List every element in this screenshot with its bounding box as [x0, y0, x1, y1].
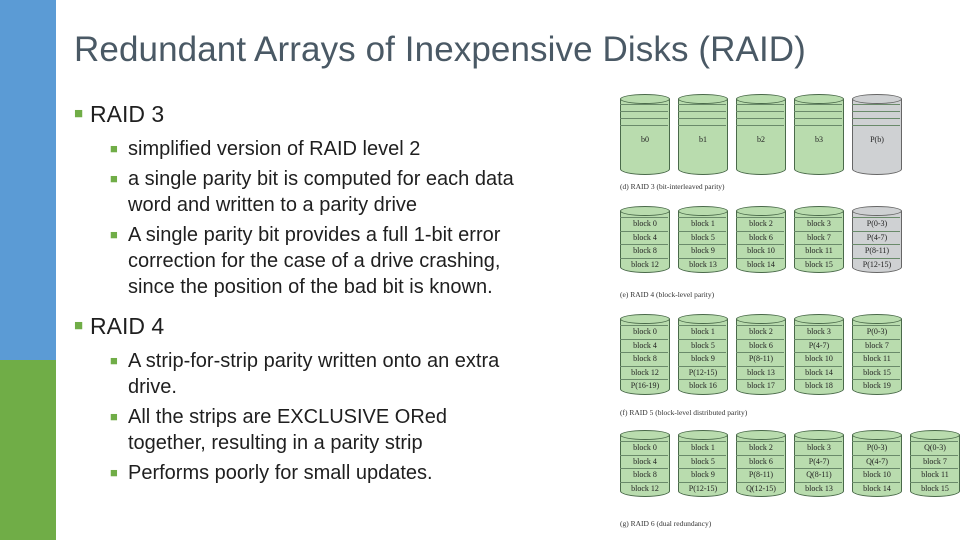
sub-bullet-text: correction for the case of a drive crashing, — [128, 250, 501, 272]
data-disk — [794, 430, 844, 497]
disk-stripe — [852, 379, 900, 380]
disk-cell: block 2 — [749, 327, 773, 336]
disk-stripe — [794, 325, 842, 326]
bullet-marker-icon: ■ — [110, 141, 118, 156]
bullet-raid3 — [74, 100, 594, 128]
disk-stripe — [736, 111, 784, 112]
disk-stripe — [736, 482, 784, 483]
disk-cell: P(12-15) — [862, 259, 892, 269]
disk-cell: block 10 — [805, 354, 833, 363]
disk-cell: block 8 — [633, 470, 657, 479]
sub-bullet — [110, 460, 594, 486]
disk-cell: block 7 — [923, 456, 947, 466]
bullet-marker-icon: ■ — [110, 227, 118, 242]
sub-bullet-text: a single parity bit is computed for each data — [128, 168, 514, 190]
disk-cell: block 5 — [691, 456, 715, 466]
raid5-caption: (f) RAID 5 (block-level distributed parity) — [620, 408, 748, 417]
disk-stripe — [736, 366, 784, 367]
disk-cell: Q(12-15) — [746, 483, 776, 493]
parity-disk — [852, 94, 902, 175]
sub-bullet-text: word and written to a parity drive — [128, 194, 418, 216]
disk-cell: block 2 — [749, 443, 773, 452]
sub-bullet — [110, 222, 594, 300]
disk-cell: block 14 — [805, 367, 833, 377]
disk-cell: block 3 — [807, 219, 831, 228]
disk-stripe — [852, 482, 900, 483]
disk-stripe — [736, 325, 784, 326]
data-disk — [852, 430, 902, 497]
disk-label: b0 — [641, 135, 649, 144]
data-disk — [620, 94, 670, 175]
disk-stripe — [794, 231, 842, 232]
disk-cell: block 15 — [863, 367, 891, 377]
sub-bullet — [110, 348, 594, 400]
disk-stripe — [736, 104, 784, 105]
disk-cell: block 9 — [691, 246, 715, 255]
disk-stripe — [678, 325, 726, 326]
disk-cell: block 16 — [689, 381, 717, 390]
disk-cell: P(4-7) — [808, 456, 830, 466]
disk-cell: block 11 — [805, 246, 833, 255]
disk-stripe — [620, 352, 668, 353]
disk-cell: block 18 — [805, 381, 833, 390]
data-disk — [794, 94, 844, 175]
disk-stripe — [794, 339, 842, 340]
disk-stripe — [794, 244, 842, 245]
bullet-raid4-label: RAID 4 — [90, 313, 165, 339]
disk-stripe — [620, 217, 668, 218]
disk-stripe — [852, 104, 900, 105]
data-disk — [910, 430, 960, 497]
bullet-marker-icon: ■ — [110, 465, 118, 480]
disk-stripe — [678, 468, 726, 469]
disk-cell: block 4 — [633, 340, 657, 350]
disk-cell: P(0-3) — [866, 443, 888, 452]
disk-stripe — [620, 325, 668, 326]
sub-bullet-text: Performs poorly for small updates. — [128, 462, 433, 484]
bullet-list — [74, 100, 594, 486]
slide-title: Redundant Arrays of Inexpensive Disks (RAID) — [74, 30, 806, 69]
disk-stripe — [620, 118, 668, 119]
disk-cell: block 12 — [631, 483, 659, 493]
disk-cell: block 1 — [691, 327, 715, 336]
disk-label: b1 — [699, 135, 707, 144]
disk-stripe — [620, 125, 668, 126]
disk-stripe — [852, 217, 900, 218]
disk-stripe — [794, 379, 842, 380]
disk-stripe — [794, 366, 842, 367]
disk-stripe — [620, 468, 668, 469]
disk-stripe — [736, 352, 784, 353]
disk-cell: Q(4-7) — [866, 456, 888, 466]
disk-cell: block 12 — [631, 367, 659, 377]
disk-label: b2 — [757, 135, 765, 144]
disk-stripe — [794, 104, 842, 105]
disk-stripe — [678, 441, 726, 442]
disk-cell: block 4 — [633, 456, 657, 466]
disk-cell: block 12 — [631, 259, 659, 269]
disk-cell: P(8-11) — [748, 470, 774, 479]
disk-stripe — [678, 352, 726, 353]
data-disk — [794, 206, 844, 273]
data-disk — [736, 430, 786, 497]
sub-bullet — [110, 136, 594, 162]
disk-stripe — [794, 482, 842, 483]
disk-stripe — [620, 231, 668, 232]
disk-cell: block 13 — [689, 259, 717, 269]
disk-stripe — [678, 455, 726, 456]
data-disk — [620, 314, 670, 395]
disk-stripe — [620, 244, 668, 245]
sub-bullet-text: A strip-for-strip parity written onto an extra — [128, 350, 500, 372]
disk-stripe — [852, 231, 900, 232]
disk-cell: block 15 — [921, 483, 949, 493]
disk-stripe — [620, 379, 668, 380]
disk-stripe — [794, 125, 842, 126]
disk-stripe — [794, 258, 842, 259]
bullet-marker-icon: ■ — [110, 171, 118, 186]
disk-stripe — [620, 339, 668, 340]
disk-stripe — [620, 258, 668, 259]
data-disk — [620, 206, 670, 273]
disk-cell: block 1 — [691, 219, 715, 228]
bullet-raid4 — [74, 312, 594, 340]
data-disk — [678, 94, 728, 175]
disk-stripe — [736, 441, 784, 442]
disk-stripe — [794, 455, 842, 456]
disk-stripe — [736, 231, 784, 232]
disk-cell: P(12-15) — [688, 367, 718, 377]
data-disk — [678, 430, 728, 497]
data-disk — [736, 94, 786, 175]
disk-stripe — [852, 111, 900, 112]
parity-disk — [852, 206, 902, 273]
disk-stripe — [620, 441, 668, 442]
disk-stripe — [794, 217, 842, 218]
disk-stripe — [678, 379, 726, 380]
disk-stripe — [736, 118, 784, 119]
disk-cell: block 3 — [807, 327, 831, 336]
disk-stripe — [852, 258, 900, 259]
disk-cell: Q(0-3) — [924, 443, 946, 452]
data-disk — [678, 206, 728, 273]
disk-stripe — [794, 118, 842, 119]
disk-stripe — [852, 441, 900, 442]
disk-cell: block 0 — [633, 219, 657, 228]
disk-cell: block 7 — [807, 232, 831, 242]
disk-cell: block 9 — [691, 354, 715, 363]
sub-bullet-text: A single parity bit provides a full 1-bit error — [128, 224, 501, 246]
sub-bullet-text: since the position of the bad bit is known. — [128, 276, 493, 298]
bullet-marker-icon: ■ — [74, 105, 84, 122]
disk-stripe — [736, 455, 784, 456]
disk-stripe — [620, 104, 668, 105]
disk-cell: block 14 — [747, 259, 775, 269]
data-disk — [678, 314, 728, 395]
disk-stripe — [910, 482, 958, 483]
disk-cell: block 10 — [747, 246, 775, 255]
disk-stripe — [852, 325, 900, 326]
disk-stripe — [678, 104, 726, 105]
disk-cell: block 6 — [749, 232, 773, 242]
disk-cell: block 19 — [863, 381, 891, 390]
disk-stripe — [852, 468, 900, 469]
disk-stripe — [678, 125, 726, 126]
accent-bar-blue — [0, 0, 56, 360]
disk-stripe — [736, 468, 784, 469]
sub-bullet-text: together, resulting in a parity strip — [128, 432, 423, 454]
data-disk — [620, 430, 670, 497]
disk-stripe — [678, 231, 726, 232]
disk-stripe — [794, 352, 842, 353]
sub-bullet — [110, 166, 594, 218]
disk-cell: block 0 — [633, 327, 657, 336]
disk-cell: block 8 — [633, 354, 657, 363]
disk-cell: block 8 — [633, 246, 657, 255]
disk-stripe — [620, 455, 668, 456]
disk-stripe — [910, 468, 958, 469]
disk-cell: P(0-3) — [866, 327, 888, 336]
disk-stripe — [852, 125, 900, 126]
bullet-marker-icon: ■ — [74, 317, 84, 334]
disk-stripe — [736, 258, 784, 259]
disk-cell: block 11 — [921, 470, 949, 479]
disk-cell: block 5 — [691, 232, 715, 242]
sub-bullet-text: drive. — [128, 376, 177, 398]
disk-cell: block 13 — [805, 483, 833, 493]
data-disk — [736, 314, 786, 395]
disk-stripe — [678, 118, 726, 119]
disk-cell: block 11 — [863, 354, 891, 363]
disk-cell: P(16-19) — [630, 381, 660, 390]
disk-cell: block 14 — [863, 483, 891, 493]
disk-stripe — [910, 441, 958, 442]
disk-stripe — [852, 339, 900, 340]
disk-stripe — [852, 118, 900, 119]
disk-cell: P(0-3) — [866, 219, 888, 228]
disk-cell: block 13 — [747, 367, 775, 377]
disk-stripe — [678, 217, 726, 218]
disk-stripe — [852, 366, 900, 367]
disk-cell: block 9 — [691, 470, 715, 479]
raid3-caption: (d) RAID 3 (bit-interleaved parity) — [620, 182, 725, 191]
accent-bar-green — [0, 360, 56, 540]
disk-cell: P(8-11) — [864, 246, 890, 255]
disk-cell: block 6 — [749, 340, 773, 350]
disk-stripe — [794, 441, 842, 442]
disk-cell: block 7 — [865, 340, 889, 350]
disk-cell: block 0 — [633, 443, 657, 452]
disk-cell: P(8-11) — [748, 354, 774, 363]
sub-bullet-text: All the strips are EXCLUSIVE ORed — [128, 406, 448, 428]
disk-cell: P(4-7) — [808, 340, 830, 350]
data-disk — [736, 206, 786, 273]
disk-cell: block 4 — [633, 232, 657, 242]
raid4-caption: (e) RAID 4 (block-level parity) — [620, 290, 715, 299]
disk-cell: Q(8-11) — [806, 470, 832, 479]
disk-stripe — [620, 366, 668, 367]
disk-stripe — [852, 244, 900, 245]
bullet-raid3-label: RAID 3 — [90, 101, 165, 127]
disk-stripe — [736, 339, 784, 340]
disk-cell: block 5 — [691, 340, 715, 350]
sub-bullet — [110, 404, 594, 456]
bullet-marker-icon: ■ — [110, 409, 118, 424]
disk-stripe — [620, 482, 668, 483]
disk-stripe — [678, 339, 726, 340]
disk-label: b3 — [815, 135, 823, 144]
disk-cell: P(4-7) — [866, 232, 888, 242]
raid6-caption: (g) RAID 6 (dual redundancy) — [620, 519, 712, 528]
disk-cell: block 17 — [747, 381, 775, 390]
disk-stripe — [910, 455, 958, 456]
disk-cell: block 3 — [807, 443, 831, 452]
disk-cell: block 10 — [863, 470, 891, 479]
raid-levels-figure — [612, 94, 952, 540]
disk-label: P(b) — [870, 135, 884, 144]
disk-stripe — [794, 111, 842, 112]
disk-stripe — [736, 244, 784, 245]
disk-stripe — [852, 352, 900, 353]
disk-stripe — [794, 468, 842, 469]
sub-bullet-text: simplified version of RAID level 2 — [128, 138, 421, 160]
disk-stripe — [678, 111, 726, 112]
disk-stripe — [736, 125, 784, 126]
disk-stripe — [620, 111, 668, 112]
disk-stripe — [852, 455, 900, 456]
disk-stripe — [678, 258, 726, 259]
disk-cell: block 15 — [805, 259, 833, 269]
disk-stripe — [736, 379, 784, 380]
data-disk — [852, 314, 902, 395]
disk-stripe — [678, 366, 726, 367]
disk-cell: block 1 — [691, 443, 715, 452]
disk-cell: block 2 — [749, 219, 773, 228]
disk-stripe — [678, 244, 726, 245]
disk-stripe — [678, 482, 726, 483]
bullet-marker-icon: ■ — [110, 353, 118, 368]
disk-cell: P(12-15) — [688, 483, 718, 493]
disk-cell: block 6 — [749, 456, 773, 466]
disk-stripe — [736, 217, 784, 218]
data-disk — [794, 314, 844, 395]
